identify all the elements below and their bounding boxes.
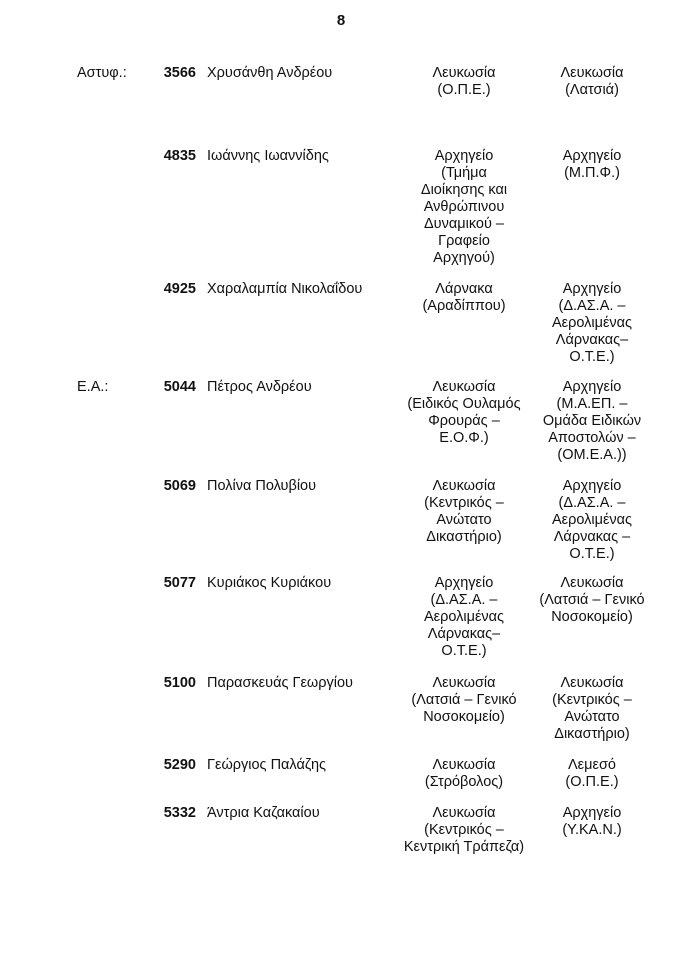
from-station-line: Λευκωσία [432, 65, 496, 81]
to-station-line: Αρχηγείο [562, 148, 622, 164]
officer-name: Κυριάκος Κυριάκου [207, 575, 332, 591]
from-station-line: (Ειδικός Ουλαμός [407, 396, 521, 412]
service-number: 4835 [163, 148, 196, 164]
from-station-line: Ανθρώπινου [423, 199, 505, 215]
service-number: 5332 [163, 805, 196, 821]
to-station-line: Λεμεσό [568, 757, 616, 773]
from-station-line: (Λατσιά – Γενικό [411, 692, 517, 708]
from-station-line: Λευκωσία [432, 675, 496, 691]
from-station [378, 148, 550, 267]
from-station [378, 675, 550, 726]
from-station-line: Αερολιμένας [423, 609, 505, 625]
to-station [527, 65, 657, 99]
from-station-line: (Δ.ΑΣ.Α. – [430, 592, 498, 608]
to-station-line: Ομάδα Ειδικών [542, 413, 642, 429]
service-number: 5290 [163, 757, 196, 773]
to-station-line: Λευκωσία [560, 65, 624, 81]
service-number: 5044 [163, 379, 196, 395]
to-station-line: (Μ.Α.ΕΠ. – [556, 396, 628, 412]
from-station [378, 805, 550, 856]
from-station-line: Αρχηγού) [433, 250, 495, 266]
from-station [378, 478, 550, 546]
to-station [527, 805, 657, 839]
to-station-line: (Ο.Π.Ε.) [565, 774, 619, 790]
from-station-line: Λευκωσία [432, 379, 496, 395]
from-station-line: (Κεντρικός – [424, 822, 504, 838]
from-station-line: Αρχηγείο [434, 575, 494, 591]
rank-label: Ε.Α.: [77, 379, 109, 395]
to-station-line: Λευκωσία [560, 575, 624, 591]
from-station [378, 575, 550, 660]
officer-name: Παρασκευάς Γεωργίου [207, 675, 353, 691]
from-station-line: Γραφείο [438, 233, 490, 249]
to-station [527, 148, 657, 182]
from-station-line: Φρουράς – [428, 413, 500, 429]
to-station-line: Λάρνακας – [553, 529, 631, 545]
officer-name: Γεώργιος Παλάζης [207, 757, 327, 773]
officer-name: Χρυσάνθη Ανδρέου [207, 65, 333, 81]
officer-name: Άντρια Καζακαίου [207, 805, 320, 821]
officer-name: Πέτρος Ανδρέου [207, 379, 312, 395]
officer-name: Πολίνα Πολυβίου [207, 478, 317, 494]
from-station-line: Αρχηγείο [434, 148, 494, 164]
service-number: 5100 [163, 675, 196, 691]
to-station-line: (Δ.ΑΣ.Α. – [558, 495, 626, 511]
page-number: 8 [336, 12, 346, 29]
from-station [378, 379, 550, 447]
to-station-line: Αρχηγείο [562, 281, 622, 297]
to-station-line: Ο.Τ.Ε.) [569, 349, 615, 365]
to-station-line: Δικαστήριο) [554, 726, 630, 742]
from-station-line: (Στρόβολος) [424, 774, 504, 790]
officer-name: Χαραλαμπία Νικολαΐδου [207, 281, 363, 297]
to-station-line: (ΟΜ.Ε.Α.)) [557, 447, 627, 463]
officer-name: Ιωάννης Ιωαννίδης [207, 148, 329, 164]
from-station-line: (Κεντρικός – [424, 495, 504, 511]
service-number: 4925 [163, 281, 196, 297]
to-station-line: (Λατσιά) [565, 82, 619, 98]
from-station [378, 281, 550, 315]
to-station-line: Ο.Τ.Ε.) [569, 546, 615, 562]
to-station-line: (Δ.ΑΣ.Α. – [558, 298, 626, 314]
to-station-line: Αρχηγείο [562, 478, 622, 494]
from-station [378, 757, 550, 791]
to-station-line: Νοσοκομείο) [551, 609, 633, 625]
service-number: 3566 [163, 65, 196, 81]
from-station-line: (Αραδίππου) [422, 298, 506, 314]
to-station-line: Αερολιμένας [551, 512, 633, 528]
to-station-line: Ανώτατο [564, 709, 620, 725]
to-station-line: (Λατσιά – Γενικό [539, 592, 645, 608]
to-station [527, 575, 657, 626]
to-station-line: Αρχηγείο [562, 379, 622, 395]
from-station-line: Δικαστήριο) [426, 529, 502, 545]
from-station-line: Λάρνακας– [427, 626, 501, 642]
to-station [527, 478, 657, 563]
to-station [527, 675, 657, 743]
from-station-line: Κεντρική Τράπεζα) [403, 839, 525, 855]
from-station [378, 65, 550, 99]
service-number: 5077 [163, 575, 196, 591]
service-number: 5069 [163, 478, 196, 494]
from-station-line: Διοίκησης και [420, 182, 508, 198]
to-station-line: (Κεντρικός – [552, 692, 632, 708]
from-station-line: (Ο.Π.Ε.) [437, 82, 491, 98]
to-station-line: Αρχηγείο [562, 805, 622, 821]
rank-label: Αστυφ.: [77, 65, 127, 81]
from-station-line: Λευκωσία [432, 757, 496, 773]
to-station [527, 757, 657, 791]
from-station-line: Δυναμικού – [424, 216, 504, 232]
to-station-line: Αερολιμένας [551, 315, 633, 331]
to-station-line: (Μ.Π.Φ.) [564, 165, 620, 181]
from-station-line: Λευκωσία [432, 805, 496, 821]
from-station-line: Λάρνακα [435, 281, 493, 297]
to-station-line: (Υ.ΚΑ.Ν.) [562, 822, 622, 838]
from-station-line: (Τμήμα [441, 165, 487, 181]
from-station-line: Ο.Τ.Ε.) [441, 643, 487, 659]
from-station-line: Ανώτατο [436, 512, 492, 528]
to-station-line: Λάρνακας– [555, 332, 629, 348]
to-station [527, 379, 657, 464]
to-station-line: Αποστολών – [548, 430, 636, 446]
from-station-line: Λευκωσία [432, 478, 496, 494]
from-station-line: Νοσοκομείο) [423, 709, 505, 725]
to-station-line: Λευκωσία [560, 675, 624, 691]
to-station [527, 281, 657, 366]
from-station-line: Ε.Ο.Φ.) [439, 430, 489, 446]
